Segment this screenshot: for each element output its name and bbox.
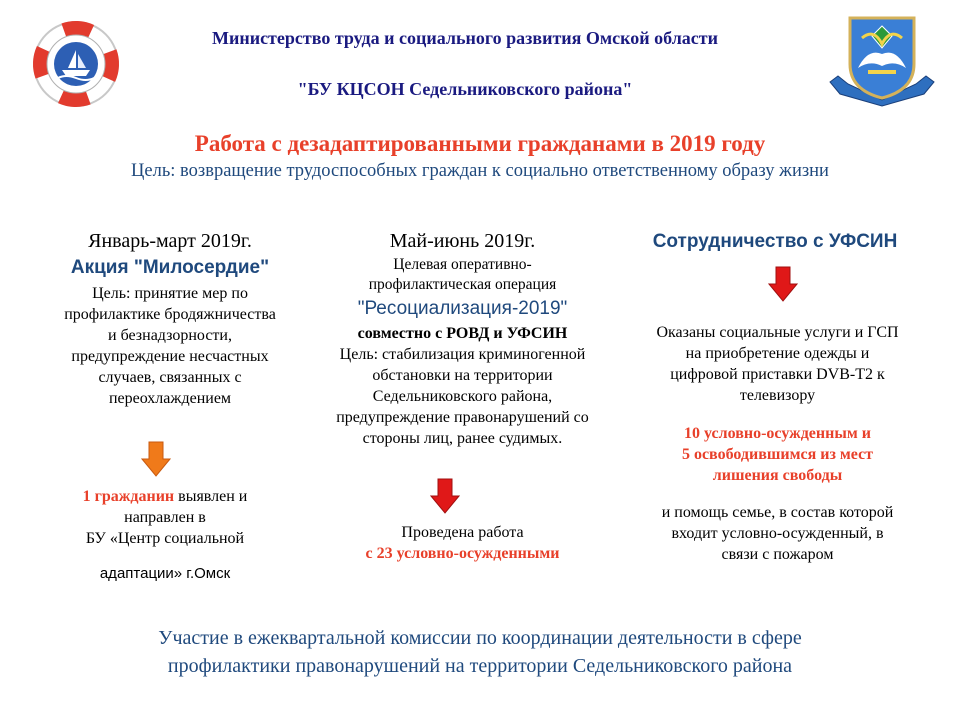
result-line: направлен в bbox=[124, 509, 206, 526]
goal-line: Седельниковского района, bbox=[372, 388, 553, 405]
operation-description bbox=[305, 255, 620, 295]
goal-line: и безнадзорности, bbox=[108, 327, 232, 344]
recipient-line: лишения свободы bbox=[712, 467, 843, 484]
column1-result bbox=[40, 486, 290, 584]
page-title: Работа с дезадаптированными гражданами в 2019 году bbox=[194, 131, 766, 156]
help-line: связи с пожаром bbox=[721, 546, 834, 563]
lifebuoy-logo bbox=[30, 18, 122, 110]
coat-of-arms-logo bbox=[828, 14, 936, 108]
organization-ministry: Министерство труда и социального развития Омской области bbox=[211, 28, 719, 48]
operation-name: "Ресоциализация-2019" bbox=[357, 298, 568, 319]
result-highlight: с 23 условно-осужденными bbox=[365, 545, 560, 562]
period-label: Январь-март 2019г. bbox=[88, 230, 252, 252]
result-line: БУ «Центр социальной bbox=[85, 530, 245, 547]
result-line: Проведена работа bbox=[401, 524, 524, 541]
operation-line: профилактическая операция bbox=[368, 276, 557, 293]
goal-line: случаев, связанных с bbox=[98, 369, 242, 386]
action-goal bbox=[30, 283, 310, 409]
footer-commission bbox=[40, 624, 920, 680]
column3-recipients bbox=[625, 423, 930, 486]
help-line: и помощь семье, в состав которой bbox=[661, 504, 894, 521]
goal-line: профилактике бродяжничества bbox=[64, 306, 276, 323]
help-line: входит условно-осужденный, в bbox=[671, 525, 884, 542]
service-line: на приобретение одежды и bbox=[685, 345, 870, 362]
operation-goal bbox=[305, 344, 620, 449]
column3-family-help bbox=[625, 502, 930, 565]
goal-line: обстановки на территории bbox=[372, 367, 553, 384]
recipient-line: 5 освободившимся из мест bbox=[681, 446, 874, 463]
page-goal: Цель: возвращение трудоспособных граждан к социально ответственному образу жизни bbox=[131, 161, 829, 181]
column-ufsin bbox=[620, 230, 930, 254]
column-january-march bbox=[30, 229, 310, 409]
goal-line: переохлаждением bbox=[108, 390, 232, 407]
recipient-line: 10 условно-осужденным и bbox=[684, 425, 871, 442]
goal-line: стороны лиц, ранее судимых. bbox=[362, 430, 563, 447]
cooperation-heading: Сотрудничество с УФСИН bbox=[652, 231, 898, 252]
operation-line: Целевая оперативно- bbox=[393, 256, 532, 273]
goal-line: Цель: принятие мер по bbox=[92, 285, 248, 302]
result-highlight: 1 гражданин bbox=[82, 488, 175, 505]
down-arrow-icon bbox=[430, 478, 460, 514]
result-text: выявлен и bbox=[174, 488, 248, 505]
service-line: телевизору bbox=[739, 387, 816, 404]
column-may-june bbox=[305, 229, 620, 449]
operation-partners: совместно с РОВД и УФСИН bbox=[357, 325, 568, 342]
service-line: Оказаны социальные услуги и ГСП bbox=[656, 324, 899, 341]
column3-services bbox=[625, 322, 930, 406]
result-line bbox=[40, 486, 290, 507]
footer-line: профилактики правонарушений на территории Седельниковского района bbox=[167, 655, 793, 677]
goal-line: Цель: стабилизация криминогенной bbox=[339, 346, 586, 363]
service-line: цифровой приставки DVB-T2 к bbox=[670, 366, 885, 383]
footer-line: Участие в ежеквартальной комиссии по координации деятельности в сфере bbox=[158, 627, 802, 649]
period-label: Май-июнь 2019г. bbox=[389, 230, 536, 252]
goal-line: предупреждение несчастных bbox=[71, 348, 269, 365]
action-name: Акция "Милосердие" bbox=[70, 257, 270, 278]
result-line: адаптации» г.Омск bbox=[99, 565, 231, 582]
down-arrow-icon bbox=[141, 441, 171, 477]
goal-line: предупреждение правонарушений со bbox=[336, 409, 589, 426]
organization-center: "БУ КЦСОН Седельниковского района" bbox=[297, 79, 633, 99]
column2-result bbox=[310, 522, 615, 564]
down-arrow-icon bbox=[768, 266, 798, 302]
